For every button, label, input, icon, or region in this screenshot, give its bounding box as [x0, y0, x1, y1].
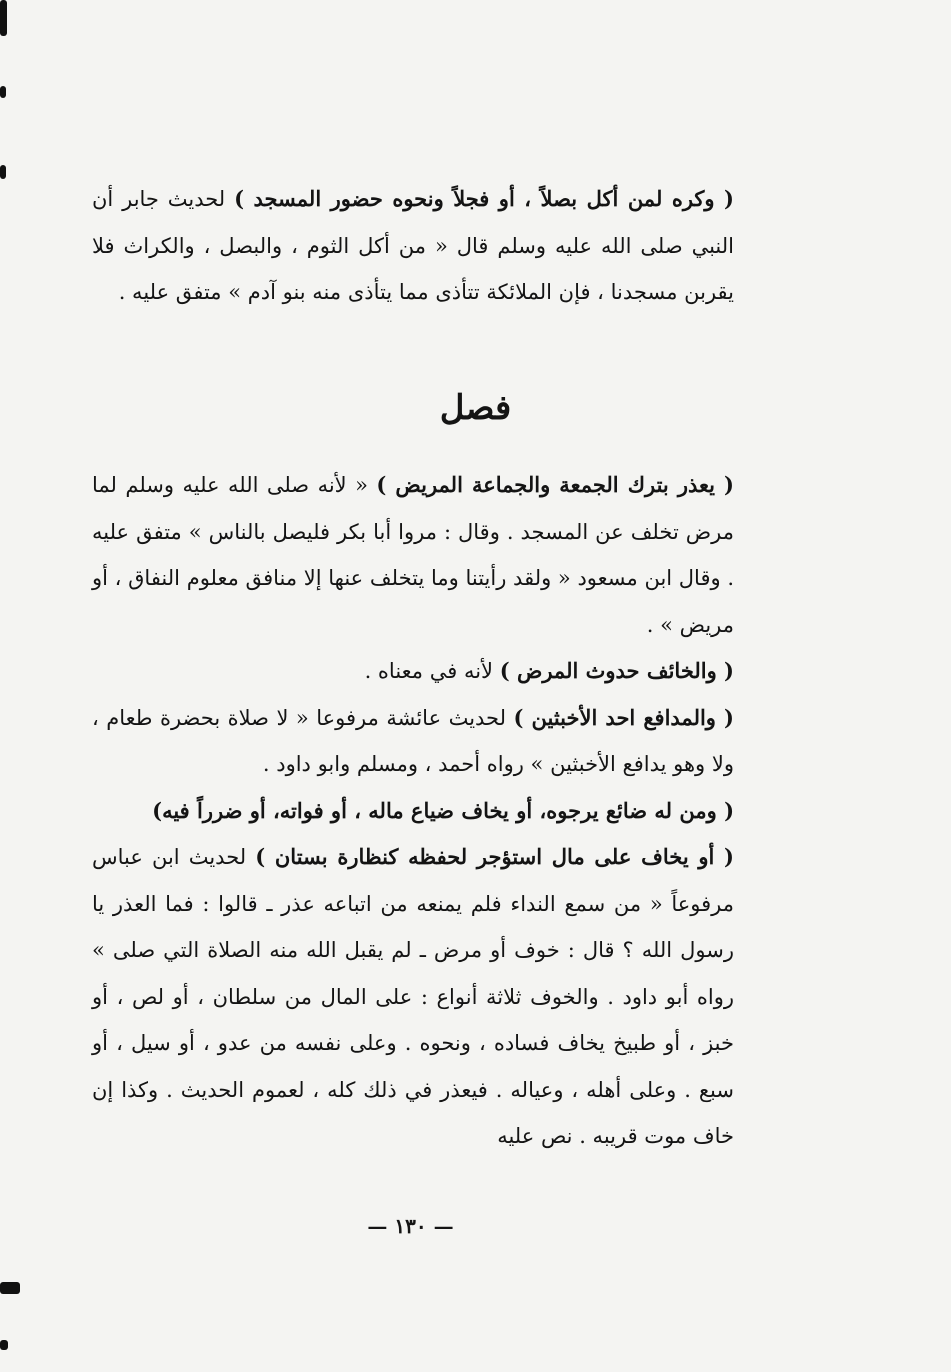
commentary-text: لأنه في معناه . — [364, 659, 500, 683]
ruling-text: ( وكره لمن أكل بصلاً ، أو فجلاً ونحوه حضور المسجد ) — [234, 186, 734, 211]
paragraph-fear-illness — [92, 648, 734, 695]
ruling-text: ( يعذر بترك الجمعة والجماعة المريض ) — [376, 472, 734, 497]
paragraph-lost-property — [92, 788, 734, 835]
section-heading: فصل — [439, 388, 512, 428]
scan-edge-mark — [0, 86, 6, 98]
commentary-text: « لأنه صلى الله عليه وسلم لما مرض تخلف عن المسجد . وقال : مروا أبا بكر فليصل بالناس » متفق عليه . وقال ابن مسعود « ولقد رأيتنا وما يتخلف عنها إلا منافق معلوم النفاق ، أو مريض » . — [92, 473, 734, 637]
ruling-text: ( أو يخاف على مال استؤجر لحفظه كنظارة بستان ) — [255, 844, 734, 869]
page-number: — ١٣٠ — — [367, 1214, 454, 1238]
ruling-text: ( والخائف حدوث المرض ) — [499, 658, 734, 683]
ruling-text: ( ومن له ضائع يرجوه، أو يخاف ضياع ماله ، أو فواته، أو ضرراً فيه) — [152, 797, 734, 823]
scan-edge-mark — [0, 1282, 20, 1294]
commentary-text: لحديث عائشة مرفوعا « لا صلاة بحضرة طعام ، ولا وهو يدافع الأخبثين » رواه أحمد ، ومسلم وابو داود . — [92, 705, 734, 776]
text-block-main — [92, 462, 734, 1160]
paragraph-garlic-onion — [92, 176, 734, 316]
commentary-text: لحديث جابر أن النبي صلى الله عليه وسلم قال « من أكل الثوم ، والبصل ، والكراث فلا يقربن مسجدنا ، فإن الملائكة تتأذى مما يتأذى منه بنو آدم » متفق عليه . — [92, 187, 734, 304]
text-block-top — [92, 176, 734, 316]
paragraph-call-of-nature — [92, 695, 734, 788]
scan-edge-mark — [0, 165, 6, 179]
scan-edge-mark — [0, 1340, 8, 1350]
ruling-text: ( والمدافع احد الأخبثين ) — [513, 704, 734, 730]
scan-edge-mark — [0, 0, 7, 36]
paragraph-guarding-property — [92, 834, 734, 1160]
paragraph-sick-excuse — [92, 462, 734, 648]
commentary-text: لحديث ابن عباس مرفوعاً « من سمع النداء فلم يمنعه من اتباعه عذر ـ قالوا : فما العذر يا رسول الله ؟ قال : خوف أو مرض ـ لم يقبل الله منه الصلاة التي صلى » رواه أبو داود . والخوف ثلاثة أنواع : على المال من سلطان ، أو لص ، أو خبز ، أو طبيخ يخاف فساده ، ونحوه . وعلى نفسه من عدو ، أو سيل ، أو سبع . وعلى أهله ، وعياله . فيعذر في ذلك كله ، لعموم الحديث . وكذا إن خاف موت قريبه . نص عليه — [92, 845, 734, 1148]
